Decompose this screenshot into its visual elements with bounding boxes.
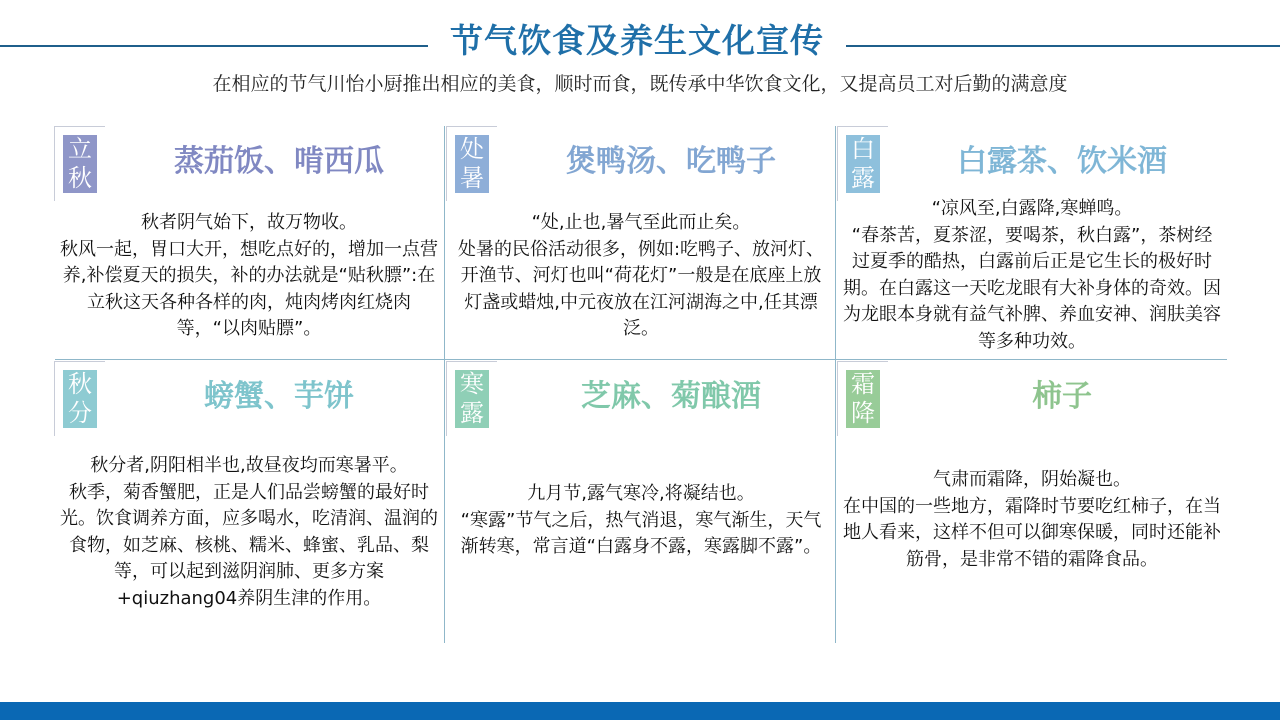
- title-rule-right: [846, 45, 1280, 47]
- description-text: 九月节,露气寒冷,将凝结也。 “寒露”节气之后，热气消退，寒气渐生，天气渐转寒，常言道“白露身不露，寒露脚不露”。: [460, 483, 822, 557]
- dish-title: 螃蟹、芋饼: [204, 379, 354, 414]
- solar-term-label: 寒 露: [455, 370, 489, 428]
- page-subtitle: 在相应的节气川怡小厨推出相应的美食，顺时而食，既传承中华饮食文化，又提高员工对后勤的满意度: [212, 73, 1068, 95]
- dish-title: 芝麻、菊酿酒: [581, 379, 761, 414]
- title-rule-left: [0, 45, 428, 47]
- dish-title: 柿子: [1032, 379, 1092, 414]
- footer-bar: [0, 702, 1280, 720]
- dish-title: 煲鸭汤、吃鸭子: [566, 144, 776, 179]
- grid-divider-vertical-1: [444, 126, 445, 643]
- solar-term-badge: [837, 361, 888, 436]
- solar-term-label: 立 秋: [63, 135, 97, 193]
- description-text: 秋分者,阴阳相半也,故昼夜均而寒暑平。 秋季，菊香蟹肥，正是人们品尝螃蟹的最好时光。饮食调养方面，应多喝水，吃清润、温润的食物，如芝麻、核桃、糯米、蜂蜜、乳品、梨等，可以起到滋阴润肺、更多方案+qiuzhang04养阴生津的作用。: [60, 455, 438, 609]
- solar-term-label: 白 露: [846, 135, 880, 193]
- solar-term-card-chushu: [446, 126, 836, 358]
- solar-term-card-shuangjiang: [837, 361, 1227, 643]
- page-title: 节气饮食及养生文化宣传: [450, 21, 824, 60]
- solar-term-badge: [837, 126, 888, 201]
- description-text: “处,止也,暑气至此而止矣。 处暑的民俗活动很多，例如:吃鸭子、放河灯、开渔节、河灯也叫“荷花灯”一般是在底座上放灯盏或蜡烛,中元夜放在江河湖海之中,任其漂泛。: [457, 212, 825, 339]
- solar-term-badge: [446, 126, 497, 201]
- solar-term-label: 处 暑: [455, 135, 489, 193]
- solar-term-badge: [446, 361, 497, 436]
- solar-term-card-liqiu: [54, 126, 444, 358]
- solar-term-label: 霜 降: [846, 370, 880, 428]
- description-text: 气肃而霜降，阴始凝也。 在中国的一些地方，霜降时节要吃红柿子，在当地人看来，这样不但可以御寒保暖，同时还能补筋骨，是非常不错的霜降食品。: [843, 469, 1221, 570]
- solar-term-card-hanlu: [446, 361, 836, 643]
- dish-title: 白露茶、饮米酒: [957, 144, 1167, 179]
- grid-divider-horizontal: [55, 359, 1227, 360]
- solar-term-badge: [54, 126, 105, 201]
- solar-term-card-qiufen: [54, 361, 444, 643]
- description-text: 秋者阴气始下，故万物收。 秋风一起，胃口大开，想吃点好的，增加一点营养,补偿夏天的损失，补的办法就是“贴秋膘”:在立秋这天各种各样的肉，炖肉烤肉红烧肉等，“以肉贴膘”。: [60, 212, 438, 339]
- description-text: “凉风至,白露降,寒蝉鸣。 “春茶苦，夏茶涩，要喝茶，秋白露”，茶树经过夏季的酷热，白露前后正是它生长的极好时期。在白露这一天吃龙眼有大补身体的奇效。因为龙眼本身就有益气补脾、养血安神、润肤美容等多种功效。: [843, 198, 1221, 352]
- solar-term-label: 秋 分: [63, 370, 97, 428]
- dish-title: 蒸茄饭、啃西瓜: [174, 144, 384, 179]
- solar-term-card-bailu: [837, 126, 1227, 358]
- solar-term-badge: [54, 361, 105, 436]
